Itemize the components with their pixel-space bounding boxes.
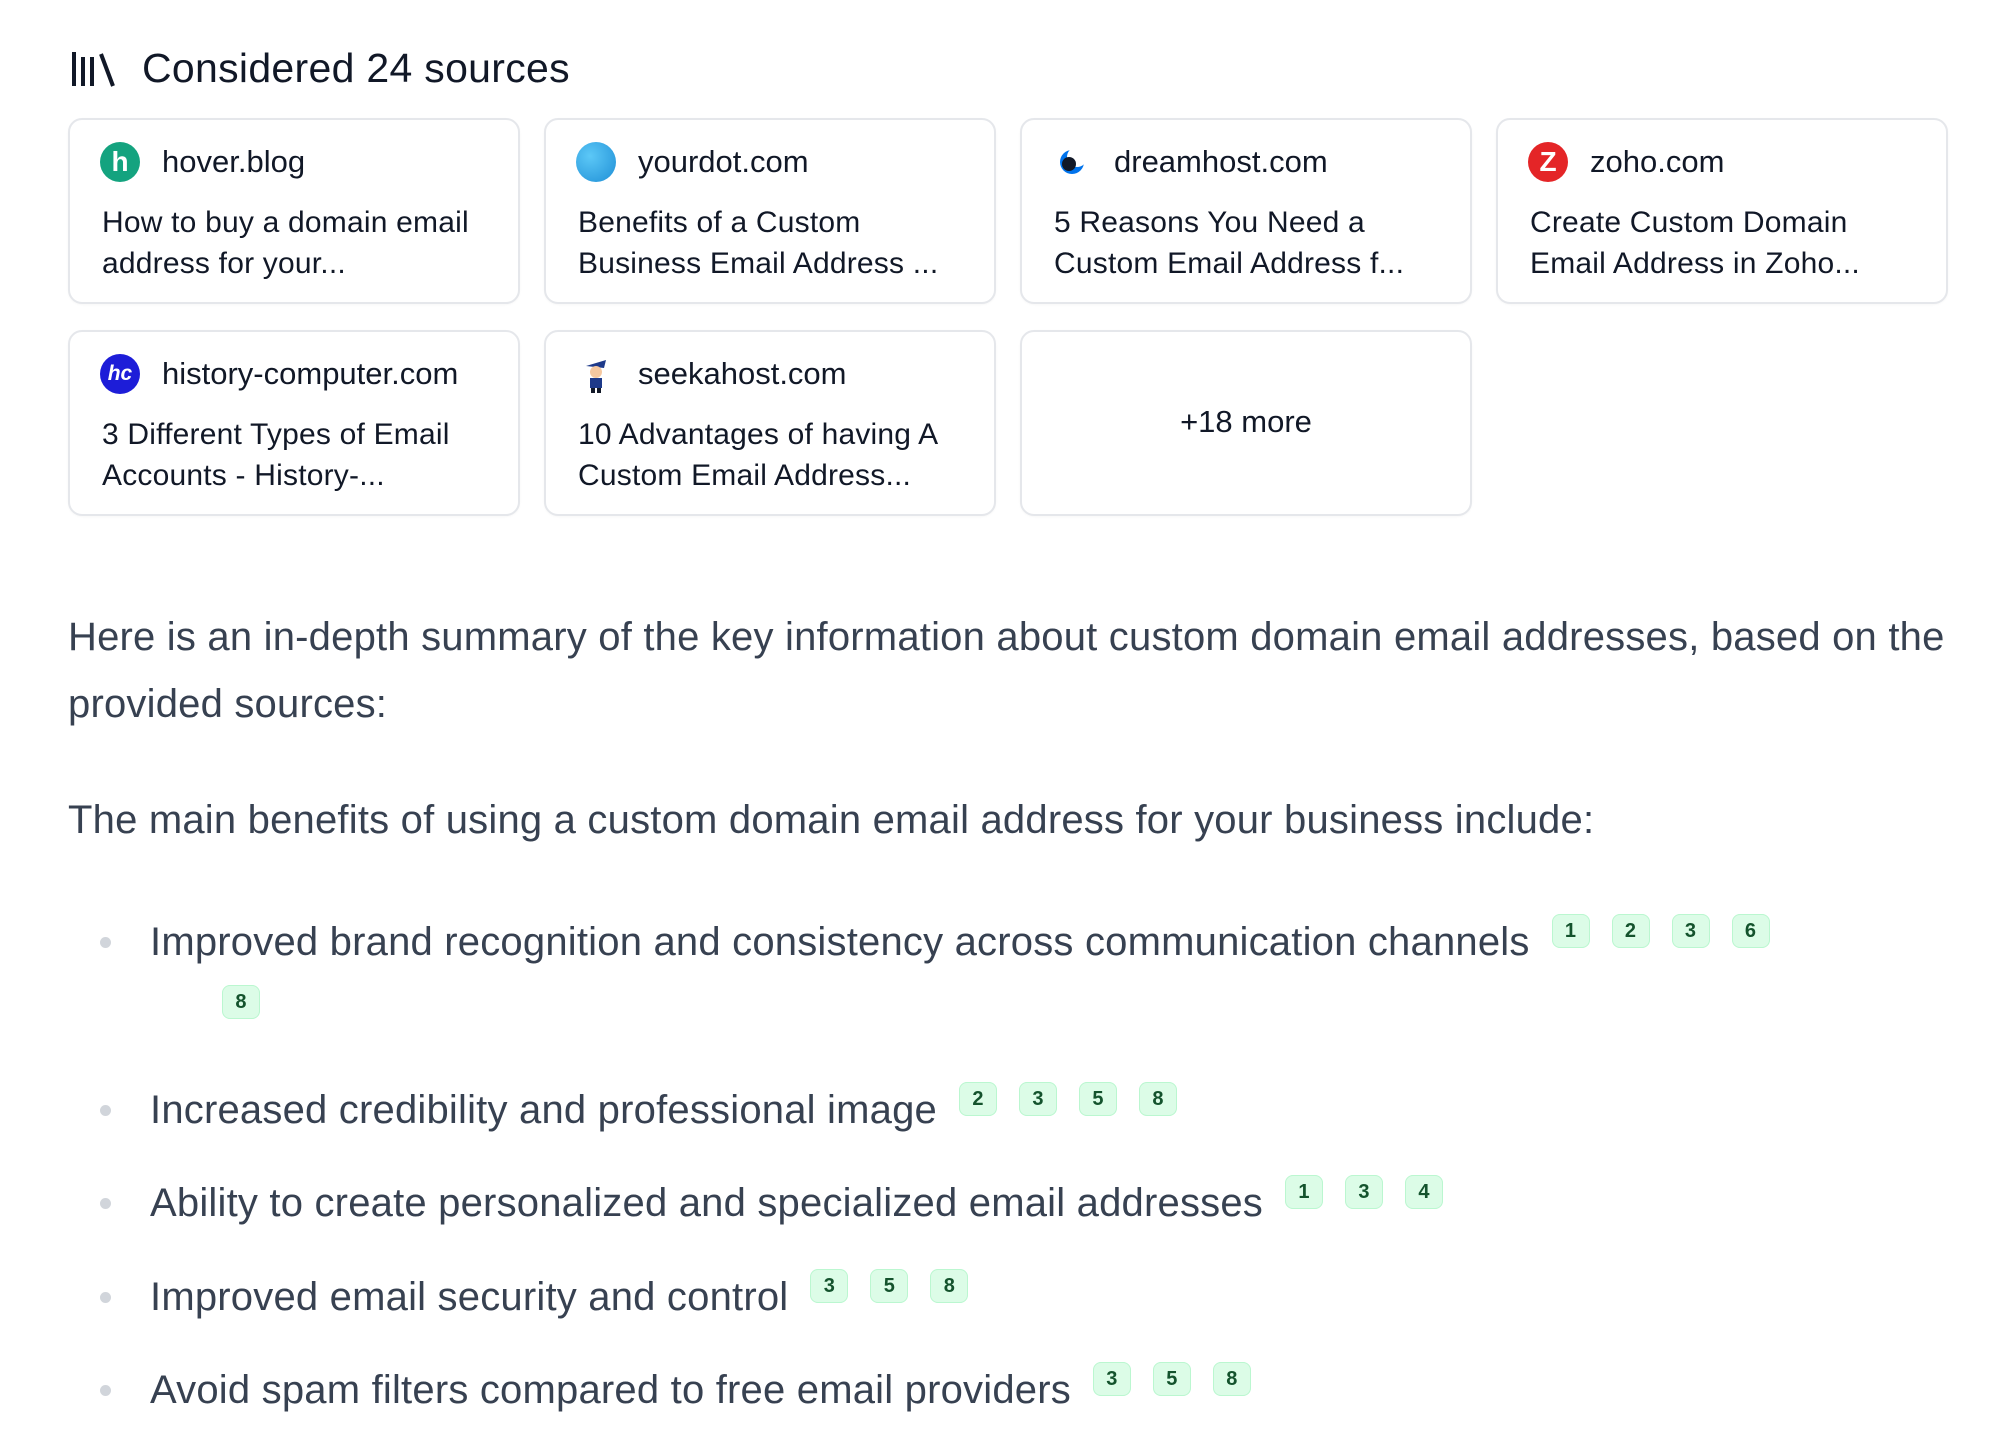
history-computer-favicon-icon bbox=[100, 354, 140, 394]
benefit-text: Increased credibility and professional image bbox=[150, 1088, 938, 1132]
yourdot-favicon-icon bbox=[576, 142, 616, 182]
source-domain: history-computer.com bbox=[162, 356, 459, 391]
summary-paragraph: Here is an in-depth summary of the key information about custom domain email addresses, based on the provided sources: bbox=[68, 615, 1945, 726]
citation-badge[interactable]: 3 bbox=[1672, 914, 1710, 948]
benefit-content bbox=[150, 906, 1950, 1013]
source-domain: zoho.com bbox=[1590, 144, 1725, 179]
citation-badge[interactable]: 1 bbox=[1285, 1175, 1323, 1209]
source-title: Create Custom Domain Email Address in Zoho... bbox=[1530, 206, 1860, 280]
source-card[interactable] bbox=[544, 330, 996, 516]
hover-favicon-icon bbox=[100, 142, 140, 182]
source-domain: hover.blog bbox=[162, 144, 306, 179]
source-card-head bbox=[100, 354, 458, 394]
source-card[interactable] bbox=[544, 118, 996, 304]
source-card[interactable] bbox=[1020, 118, 1472, 304]
benefit-content bbox=[150, 1261, 1950, 1333]
more-sources-card[interactable] bbox=[1020, 330, 1472, 516]
seekahost-favicon-icon bbox=[576, 354, 616, 394]
favicon-letter: hc bbox=[107, 362, 133, 385]
library-icon bbox=[70, 48, 116, 88]
source-domain: seekahost.com bbox=[638, 356, 847, 391]
citation-badge[interactable]: 2 bbox=[1612, 914, 1650, 948]
citation-badge[interactable]: 3 bbox=[1019, 1082, 1057, 1116]
citation-badge[interactable]: 2 bbox=[959, 1082, 997, 1116]
citation-badge[interactable]: 5 bbox=[870, 1269, 908, 1303]
citation-badge[interactable]: 8 bbox=[930, 1269, 968, 1303]
zoho-favicon-icon bbox=[1528, 142, 1568, 182]
source-card-head bbox=[576, 142, 809, 182]
bullet-icon bbox=[100, 937, 111, 948]
source-card[interactable] bbox=[68, 330, 520, 516]
source-card[interactable] bbox=[1496, 118, 1948, 304]
citation-badge[interactable]: 8 bbox=[222, 985, 260, 1019]
benefit-content bbox=[150, 1167, 1950, 1239]
favicon-letter: h bbox=[111, 146, 129, 177]
citation-badge[interactable]: 8 bbox=[1139, 1082, 1177, 1116]
citation-badge[interactable]: 1 bbox=[1552, 914, 1590, 948]
benefit-text: Improved brand recognition and consistency across communication channels bbox=[150, 920, 1530, 964]
citation-badge[interactable]: 5 bbox=[1079, 1082, 1117, 1116]
sources-title: Considered 24 sources bbox=[142, 44, 570, 91]
citation-badge[interactable]: 5 bbox=[1153, 1362, 1191, 1396]
citation-badge[interactable]: 6 bbox=[1732, 914, 1770, 948]
citation-badge[interactable]: 3 bbox=[1345, 1175, 1383, 1209]
bullet-icon bbox=[100, 1292, 111, 1303]
citation-badge[interactable]: 8 bbox=[1213, 1362, 1251, 1396]
source-card-head bbox=[100, 142, 305, 182]
source-title: 3 Different Types of Email Accounts - History-... bbox=[102, 418, 450, 492]
source-title: 10 Advantages of having A Custom Email Address... bbox=[578, 418, 937, 492]
bullet-icon bbox=[100, 1105, 111, 1116]
citation-badge[interactable]: 3 bbox=[810, 1269, 848, 1303]
bullet-icon bbox=[100, 1198, 111, 1209]
more-sources-label: +18 more bbox=[1180, 404, 1312, 439]
dreamhost-favicon-icon bbox=[1052, 142, 1092, 182]
source-card[interactable] bbox=[68, 118, 520, 304]
benefit-text: Avoid spam filters compared to free email providers bbox=[150, 1368, 1071, 1412]
source-title: Benefits of a Custom Business Email Address ... bbox=[578, 206, 939, 280]
source-domain: yourdot.com bbox=[638, 144, 809, 179]
benefit-content bbox=[150, 1354, 1950, 1426]
source-domain: dreamhost.com bbox=[1114, 144, 1328, 179]
source-title: 5 Reasons You Need a Custom Email Address f... bbox=[1054, 206, 1405, 280]
source-card-head bbox=[1528, 142, 1724, 182]
source-card-head bbox=[1052, 142, 1328, 182]
benefit-text: Ability to create personalized and specialized email addresses bbox=[150, 1181, 1264, 1225]
favicon-letter: Z bbox=[1539, 146, 1557, 177]
bullet-icon bbox=[100, 1385, 111, 1396]
benefit-text: Improved email security and control bbox=[150, 1275, 789, 1319]
benefits-intro: The main benefits of using a custom domain email address for your business include: bbox=[68, 798, 1595, 842]
citation-badge[interactable]: 3 bbox=[1093, 1362, 1131, 1396]
citation-badge[interactable]: 4 bbox=[1405, 1175, 1443, 1209]
benefit-content bbox=[150, 1074, 1950, 1146]
source-card-head bbox=[576, 354, 847, 394]
source-title: How to buy a domain email address for your... bbox=[102, 206, 469, 280]
sources-header[interactable] bbox=[70, 40, 570, 96]
